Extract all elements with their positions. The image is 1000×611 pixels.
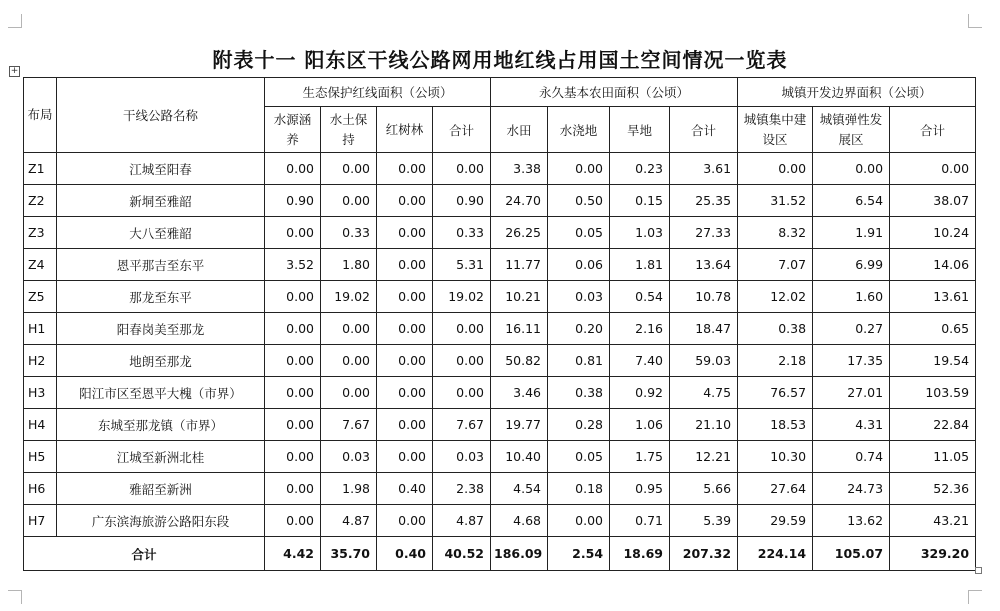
row-value: 0.28: [548, 409, 610, 441]
row-value: 0.00: [433, 313, 491, 345]
row-value: 0.00: [265, 217, 321, 249]
total-row: [24, 537, 976, 571]
header-row-groups: [24, 78, 976, 107]
row-road-name: 新垌至雅韶: [57, 185, 265, 217]
row-value: 0.00: [377, 441, 433, 473]
row-value: 0.00: [738, 153, 813, 185]
row-value: 6.54: [813, 185, 890, 217]
row-value: 0.00: [433, 153, 491, 185]
total-value: 18.69: [610, 537, 670, 571]
table-row: [24, 409, 976, 441]
row-value: 8.32: [738, 217, 813, 249]
row-value: 0.15: [610, 185, 670, 217]
header-sub-paddy: 水田: [491, 107, 548, 153]
crop-mark-top-left: [8, 14, 22, 28]
row-value: 11.77: [491, 249, 548, 281]
row-value: 2.38: [433, 473, 491, 505]
row-code: H6: [24, 473, 57, 505]
row-value: 16.11: [491, 313, 548, 345]
header-sub-urban-core: 城镇集中建设区: [738, 107, 813, 153]
row-value: 0.95: [610, 473, 670, 505]
row-value: 0.23: [610, 153, 670, 185]
row-value: 0.90: [433, 185, 491, 217]
row-value: 19.02: [321, 281, 377, 313]
row-value: 0.00: [377, 409, 433, 441]
row-value: 11.05: [890, 441, 976, 473]
row-value: 3.61: [670, 153, 738, 185]
row-code: Z3: [24, 217, 57, 249]
row-code: H5: [24, 441, 57, 473]
row-value: 43.21: [890, 505, 976, 537]
row-value: 52.36: [890, 473, 976, 505]
row-value: 12.21: [670, 441, 738, 473]
row-value: 19.02: [433, 281, 491, 313]
row-value: 0.00: [890, 153, 976, 185]
row-value: 27.01: [813, 377, 890, 409]
table-row: [24, 441, 976, 473]
table-row: [24, 505, 976, 537]
row-value: 0.65: [890, 313, 976, 345]
table-row: [24, 377, 976, 409]
row-value: 5.66: [670, 473, 738, 505]
row-value: 1.75: [610, 441, 670, 473]
row-value: 59.03: [670, 345, 738, 377]
row-road-name: 东城至那龙镇（市界）: [57, 409, 265, 441]
row-value: 38.07: [890, 185, 976, 217]
row-road-name: 阳春岗美至那龙: [57, 313, 265, 345]
row-value: 4.31: [813, 409, 890, 441]
row-value: 103.59: [890, 377, 976, 409]
table-row: [24, 313, 976, 345]
row-value: 0.00: [265, 505, 321, 537]
total-value: 2.54: [548, 537, 610, 571]
document-title: 附表十一 阳东区干线公路网用地红线占用国土空间情况一览表: [212, 48, 788, 72]
row-value: 0.00: [377, 281, 433, 313]
row-value: 0.00: [813, 153, 890, 185]
row-value: 24.73: [813, 473, 890, 505]
table-end-marker: [975, 567, 982, 574]
total-value: 35.70: [321, 537, 377, 571]
row-value: 0.00: [265, 377, 321, 409]
row-road-name: 广东滨海旅游公路阳东段: [57, 505, 265, 537]
row-value: 17.35: [813, 345, 890, 377]
row-value: 4.87: [433, 505, 491, 537]
row-value: 0.00: [377, 377, 433, 409]
row-value: 0.00: [377, 249, 433, 281]
row-value: 0.03: [548, 281, 610, 313]
table-row: [24, 185, 976, 217]
row-value: 0.00: [321, 377, 377, 409]
row-value: 0.00: [548, 505, 610, 537]
row-value: 0.00: [265, 473, 321, 505]
row-value: 12.02: [738, 281, 813, 313]
table-row: [24, 217, 976, 249]
row-code: Z2: [24, 185, 57, 217]
row-value: 4.68: [491, 505, 548, 537]
row-value: 14.06: [890, 249, 976, 281]
row-value: 27.33: [670, 217, 738, 249]
row-value: 25.35: [670, 185, 738, 217]
total-value: 186.09: [491, 537, 548, 571]
crop-mark-bottom-left: [8, 590, 22, 604]
row-value: 0.00: [265, 441, 321, 473]
row-value: 0.06: [548, 249, 610, 281]
row-value: 2.18: [738, 345, 813, 377]
table-move-handle-icon[interactable]: +: [10, 66, 19, 76]
row-value: 22.84: [890, 409, 976, 441]
row-code: H7: [24, 505, 57, 537]
row-value: 76.57: [738, 377, 813, 409]
row-value: 0.40: [377, 473, 433, 505]
row-value: 10.30: [738, 441, 813, 473]
header-layout: [24, 78, 57, 153]
row-value: 24.70: [491, 185, 548, 217]
row-code: Z5: [24, 281, 57, 313]
row-value: 5.31: [433, 249, 491, 281]
row-road-name: 阳江市区至恩平大槐（市界）: [57, 377, 265, 409]
row-value: 1.91: [813, 217, 890, 249]
table-body: [24, 153, 976, 571]
row-value: 0.05: [548, 441, 610, 473]
row-value: 0.00: [377, 153, 433, 185]
row-value: 0.00: [377, 217, 433, 249]
header-sub-dryland: 旱地: [610, 107, 670, 153]
header-sub-irrigated: 水浇地: [548, 107, 610, 153]
row-value: 0.50: [548, 185, 610, 217]
row-value: 0.00: [433, 377, 491, 409]
row-code: Z4: [24, 249, 57, 281]
row-value: 3.46: [491, 377, 548, 409]
row-value: 18.53: [738, 409, 813, 441]
row-value: 0.00: [265, 281, 321, 313]
row-value: 0.00: [265, 409, 321, 441]
row-value: 0.00: [321, 345, 377, 377]
row-road-name: 雅韶至新洲: [57, 473, 265, 505]
row-value: 13.62: [813, 505, 890, 537]
row-value: 0.90: [265, 185, 321, 217]
row-value: 21.10: [670, 409, 738, 441]
header-group-urban: 城镇开发边界面积（公顷）: [738, 78, 976, 107]
row-value: 5.39: [670, 505, 738, 537]
row-value: 0.03: [433, 441, 491, 473]
total-value: 105.07: [813, 537, 890, 571]
row-code: H4: [24, 409, 57, 441]
row-code: Z1: [24, 153, 57, 185]
row-value: 3.52: [265, 249, 321, 281]
row-value: 0.92: [610, 377, 670, 409]
row-value: 31.52: [738, 185, 813, 217]
row-value: 10.24: [890, 217, 976, 249]
row-value: 0.00: [265, 313, 321, 345]
row-value: 0.27: [813, 313, 890, 345]
total-value: 0.40: [377, 537, 433, 571]
row-value: 0.00: [377, 345, 433, 377]
row-value: 1.03: [610, 217, 670, 249]
row-value: 0.00: [321, 313, 377, 345]
header-sub-farmland-total: 合计: [670, 107, 738, 153]
row-value: 0.71: [610, 505, 670, 537]
row-code: H1: [24, 313, 57, 345]
total-value: 329.20: [890, 537, 976, 571]
row-value: 0.38: [738, 313, 813, 345]
row-value: 1.06: [610, 409, 670, 441]
row-road-name: 大八至雅韶: [57, 217, 265, 249]
total-value: 207.32: [670, 537, 738, 571]
row-value: 7.07: [738, 249, 813, 281]
row-road-name: 江城至新洲北桂: [57, 441, 265, 473]
header-group-ecology: 生态保护红线面积（公顷）: [265, 78, 491, 107]
row-value: 13.61: [890, 281, 976, 313]
row-value: 0.00: [433, 345, 491, 377]
row-value: 0.54: [610, 281, 670, 313]
row-value: 10.40: [491, 441, 548, 473]
header-group-farmland: 永久基本农田面积（公顷）: [491, 78, 738, 107]
row-value: 10.78: [670, 281, 738, 313]
table-row: [24, 281, 976, 313]
row-value: 3.38: [491, 153, 548, 185]
row-value: 0.00: [377, 313, 433, 345]
table-row: [24, 345, 976, 377]
row-value: 0.00: [321, 153, 377, 185]
row-value: 7.40: [610, 345, 670, 377]
header-road-name: 干线公路名称: [57, 78, 265, 153]
table-row: [24, 249, 976, 281]
table-row: [24, 473, 976, 505]
row-value: 6.99: [813, 249, 890, 281]
row-value: 13.64: [670, 249, 738, 281]
row-value: 0.18: [548, 473, 610, 505]
land-use-table: [23, 77, 976, 571]
row-value: 4.75: [670, 377, 738, 409]
total-value: 224.14: [738, 537, 813, 571]
row-road-name: 那龙至东平: [57, 281, 265, 313]
row-code: H2: [24, 345, 57, 377]
row-value: 10.21: [491, 281, 548, 313]
row-road-name: 地朗至那龙: [57, 345, 265, 377]
row-value: 0.03: [321, 441, 377, 473]
header-sub-soil-conservation: 水土保持: [321, 107, 377, 153]
header-layout-label: 布局: [27, 107, 53, 122]
header-sub-mangrove: 红树林: [377, 107, 433, 153]
row-road-name: 江城至阳春: [57, 153, 265, 185]
row-value: 0.00: [377, 185, 433, 217]
row-value: 19.54: [890, 345, 976, 377]
row-value: 1.80: [321, 249, 377, 281]
row-value: 0.00: [377, 505, 433, 537]
header-sub-water-conservation: 水源涵养: [265, 107, 321, 153]
row-value: 0.05: [548, 217, 610, 249]
total-value: 40.52: [433, 537, 491, 571]
row-value: 26.25: [491, 217, 548, 249]
row-value: 50.82: [491, 345, 548, 377]
total-value: 4.42: [265, 537, 321, 571]
row-value: 4.54: [491, 473, 548, 505]
table-row: [24, 153, 976, 185]
row-value: 18.47: [670, 313, 738, 345]
row-value: 1.60: [813, 281, 890, 313]
row-value: 2.16: [610, 313, 670, 345]
row-value: 27.64: [738, 473, 813, 505]
total-label: 合计: [24, 537, 265, 571]
row-value: 0.33: [433, 217, 491, 249]
row-code: H3: [24, 377, 57, 409]
row-value: 0.00: [321, 185, 377, 217]
row-value: 0.81: [548, 345, 610, 377]
row-value: 29.59: [738, 505, 813, 537]
header-sub-urban-total: 合计: [890, 107, 976, 153]
row-value: 0.33: [321, 217, 377, 249]
row-value: 0.00: [548, 153, 610, 185]
header-sub-ecology-total: 合计: [433, 107, 491, 153]
row-value: 0.00: [265, 153, 321, 185]
row-value: 1.81: [610, 249, 670, 281]
row-road-name: 恩平那吉至东平: [57, 249, 265, 281]
row-value: 0.74: [813, 441, 890, 473]
row-value: 0.00: [265, 345, 321, 377]
crop-mark-top-right: [968, 14, 982, 28]
row-value: 7.67: [433, 409, 491, 441]
row-value: 1.98: [321, 473, 377, 505]
row-value: 4.87: [321, 505, 377, 537]
row-value: 0.20: [548, 313, 610, 345]
crop-mark-bottom-right: [968, 590, 982, 604]
row-value: 19.77: [491, 409, 548, 441]
row-value: 7.67: [321, 409, 377, 441]
header-sub-urban-flex: 城镇弹性发展区: [813, 107, 890, 153]
row-value: 0.38: [548, 377, 610, 409]
